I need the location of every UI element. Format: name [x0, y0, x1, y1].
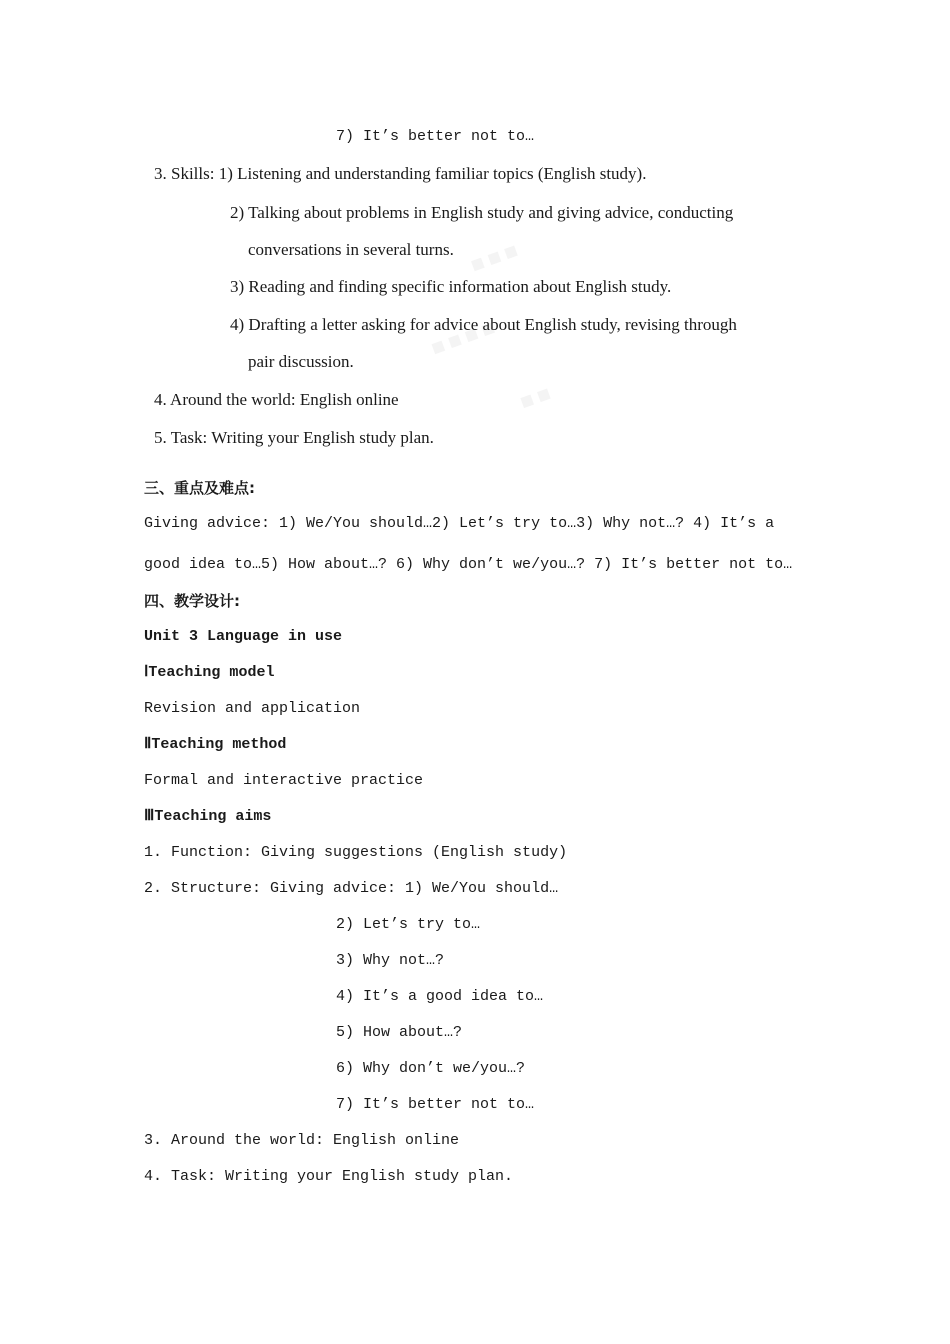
teaching-model-heading: ⅠTeaching model [144, 664, 275, 681]
aim-around-world: 3. Around the world: English online [144, 1132, 460, 1149]
skills-line-3: 3) Reading and finding specific information about English study. [230, 277, 672, 296]
structure-item: 6) Why don’t we/you…? [336, 1060, 526, 1077]
section-heading-teaching-design: 四、教学设计: [144, 592, 240, 610]
aim-structure: 2. Structure: Giving advice: 1) We/You should… [144, 880, 559, 897]
skills-line-2a: 2) Talking about problems in English study and giving advice, conducting [230, 203, 734, 222]
skills-line-4a: 4) Drafting a letter asking for advice about English study, revising through [230, 315, 737, 334]
aim-function: 1. Function: Giving suggestions (English study) [144, 844, 568, 861]
advice-item-7: 7) It’s better not to… [336, 128, 535, 145]
watermark [518, 385, 553, 411]
section-heading-key-points: 三、重点及难点: [144, 479, 255, 497]
structure-item: 2) Let’s try to… [336, 916, 481, 933]
structure-item: 5) How about…? [336, 1024, 463, 1041]
structure-item: 4) It’s a good idea to… [336, 988, 544, 1005]
teaching-model-text: Revision and application [144, 700, 361, 717]
teaching-aims-heading: ⅢTeaching aims [144, 808, 272, 825]
teaching-method-heading: ⅡTeaching method [144, 736, 287, 753]
list-item-around-world: 4. Around the world: English online [154, 390, 399, 409]
aim-task: 4. Task: Writing your English study plan. [144, 1168, 514, 1185]
list-item-task: 5. Task: Writing your English study plan. [154, 428, 434, 447]
structure-item: 3) Why not…? [336, 952, 445, 969]
unit-title: Unit 3 Language in use [144, 628, 343, 645]
skills-line-4b: pair discussion. [248, 352, 354, 371]
watermark [469, 242, 520, 274]
key-points-line-2: good idea to…5) How about…? 6) Why don’t we/you…? 7) It’s better not to… [144, 556, 793, 573]
skills-line-1: 3. Skills: 1) Listening and understanding familiar topics (English study). [154, 164, 647, 183]
teaching-method-text: Formal and interactive practice [144, 772, 424, 789]
key-points-line-1: Giving advice: 1) We/You should…2) Let’s try to…3) Why not…? 4) It’s a [144, 515, 775, 532]
structure-item: 7) It’s better not to… [336, 1096, 535, 1113]
skills-line-2b: conversations in several turns. [248, 240, 454, 259]
